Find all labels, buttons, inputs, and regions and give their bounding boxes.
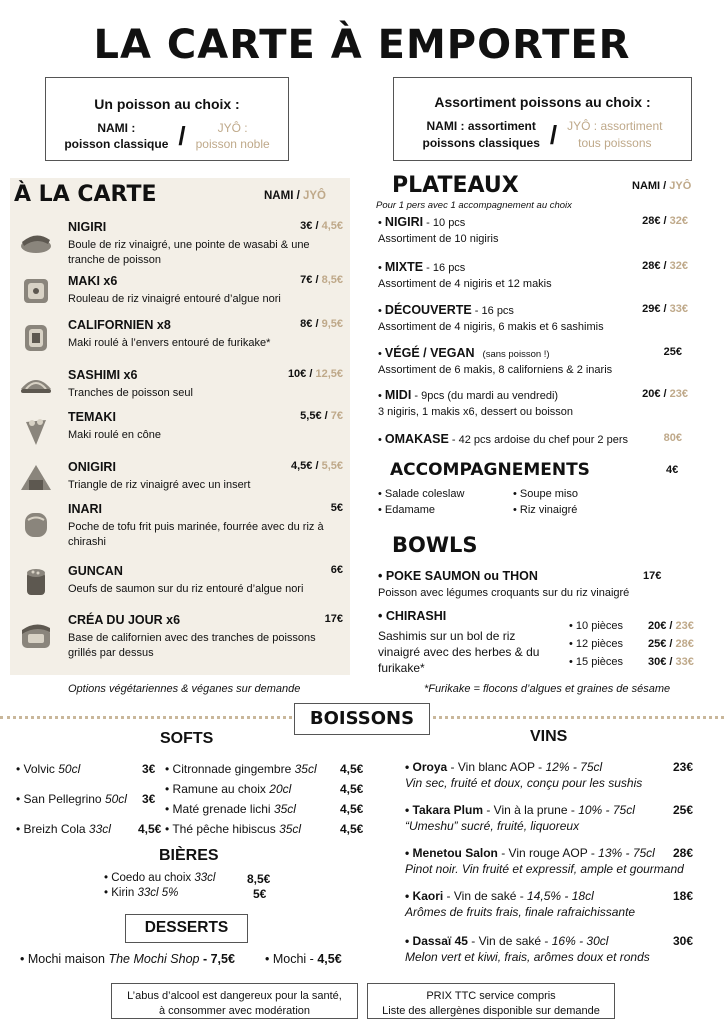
soft-item xyxy=(16,792,127,806)
nami-price: 30€ xyxy=(648,656,667,668)
nami-price: 25€ xyxy=(648,638,667,650)
carte-item-price: 5,5€ / 7€ xyxy=(300,410,343,422)
nami-price: 5,5€ xyxy=(300,410,322,422)
plateau-desc: Assortiment de 4 nigiris, 6 makis et 6 sashimis xyxy=(378,321,604,333)
nami-price: 20€ xyxy=(648,620,667,632)
drink-name: • Kirin xyxy=(104,887,135,899)
nami-price: 7€ xyxy=(300,274,313,286)
plateau-name: VÉGÉ / VEGAN xyxy=(384,346,475,360)
nami-price: 20€ xyxy=(642,388,661,400)
wine-price: 28€ xyxy=(672,846,693,860)
wine-title xyxy=(405,846,693,860)
plateau-title: • DÉCOUVERTE - 16 pcs xyxy=(378,303,514,317)
choice-box-title: Assortiment poissons au choix : xyxy=(434,94,651,110)
nami-price: 3€ xyxy=(300,220,313,232)
drink-name: • Citronnade gingembre xyxy=(165,762,292,776)
softs-heading: SOFTS xyxy=(160,730,214,747)
footer-price-notice xyxy=(367,983,615,1019)
accompagnement-item: • Riz vinaigré xyxy=(513,504,578,516)
chirashi-price: 25€ / 28€ xyxy=(648,638,694,650)
plateau-price: 28€ / 32€ xyxy=(642,215,688,227)
plateau-price xyxy=(664,346,682,358)
soft-item xyxy=(16,822,111,836)
jyo-label: JYÔ : assortiment xyxy=(567,119,663,133)
jyo-label: JYÔ : xyxy=(217,121,248,135)
footer-alcohol-notice xyxy=(111,983,358,1019)
drink-price: 5€ xyxy=(253,887,267,901)
carte-item-price xyxy=(331,564,343,576)
accompagnement-item: • Salade coleslaw xyxy=(378,488,465,500)
accompagnement-item: • Edamame xyxy=(378,504,436,516)
nami-price: 10€ xyxy=(287,368,307,380)
nami-price: 28€ xyxy=(642,215,661,227)
plateau-extra: - 16 pcs xyxy=(423,262,466,274)
nigiri-icon xyxy=(18,227,54,257)
plateau-extra: (sans poisson !) xyxy=(482,349,550,360)
carte-item-price: 3€ / 4,5€ xyxy=(300,220,343,232)
plateaux-price-legend: NAMI / JYÔ xyxy=(632,180,692,192)
plateau-price: 28€ / 32€ xyxy=(642,260,688,272)
drink-volume: 33cl xyxy=(88,822,111,836)
soft-item xyxy=(165,762,317,776)
wine-item xyxy=(405,934,693,964)
carte-item xyxy=(68,318,343,351)
choice-box-assortment xyxy=(393,77,692,161)
jyo-price: 12,5€ xyxy=(315,368,343,380)
beer-item xyxy=(104,887,178,899)
plateau-item xyxy=(378,432,688,446)
plateau-price: 20€ / 23€ xyxy=(642,388,688,400)
plateau-name: MIXTE xyxy=(384,260,424,274)
maki-icon xyxy=(18,276,54,306)
wine-type: - Vin à la prune - xyxy=(483,803,579,817)
carte-item-desc: Tranches de poisson seul xyxy=(68,387,193,399)
drink-volume: 33cl xyxy=(194,872,216,884)
jyo-legend: JYÔ xyxy=(669,180,692,192)
drink-volume: 50cl xyxy=(58,762,81,776)
chirashi-size: • 15 pièces xyxy=(569,656,623,668)
wine-info: 13% - 75cl xyxy=(598,846,655,860)
chirashi-desc: Sashimis sur un bol de riz vinaigré avec des herbes & du furikake* xyxy=(378,629,540,676)
jyo-desc: poisson noble xyxy=(195,137,270,152)
nami-label: NAMI : assortiment xyxy=(426,119,536,133)
drink-name: • Volvic xyxy=(16,762,55,776)
jyo-legend: JYÔ xyxy=(302,190,326,202)
sashimi-icon xyxy=(18,367,54,397)
drink-name: • San Pellegrino xyxy=(16,792,102,806)
carte-item-price: 10€ / 12,5€ xyxy=(287,368,343,380)
plateau-item xyxy=(378,388,688,418)
chirashi-size: • 10 pièces xyxy=(569,620,623,632)
wine-info: 16% - 30cl xyxy=(551,934,609,948)
carte-item xyxy=(68,274,343,307)
drink-price: 4,5€ xyxy=(340,802,364,816)
wine-type: - Vin blanc AOP - xyxy=(447,760,546,774)
desserts-heading: DESSERTS xyxy=(125,914,248,943)
carte-item-name: CRÉA DU JOUR x6 xyxy=(68,613,181,627)
jyo-price: 4,5€ xyxy=(321,220,343,232)
plateau-extra: - 9pcs (du mardi au vendredi) xyxy=(411,390,559,402)
carte-item-desc: Base de californien avec des tranches de poissons grillés par dessus xyxy=(68,632,316,659)
nami-price: 29€ xyxy=(642,303,661,315)
chirashi-name: • CHIRASHI xyxy=(378,609,447,623)
carte-item xyxy=(68,613,343,661)
beer-item xyxy=(104,872,215,884)
carte-item-name: NIGIRI xyxy=(68,220,107,234)
accompagnements-price: 4€ xyxy=(666,464,679,476)
wine-title xyxy=(405,934,693,948)
plateau-price: 29€ / 33€ xyxy=(642,303,688,315)
wine-name: • Menetou Salon xyxy=(405,846,498,860)
footer-line: Liste des allergènes disponible sur demande xyxy=(382,1005,600,1018)
plateau-desc: 3 nigiris, 1 makis x6, dessert ou boisson xyxy=(378,406,574,418)
temaki-icon xyxy=(18,416,54,446)
nami-desc: poisson classique xyxy=(64,137,169,152)
carte-item-name: CALIFORNIEN x8 xyxy=(68,318,171,332)
drink-price: 4,5€ xyxy=(340,822,364,836)
nami-label: NAMI : xyxy=(97,121,136,135)
plateau-desc: Assortiment de 4 nigiris et 12 makis xyxy=(378,278,552,290)
bieres-heading: BIÈRES xyxy=(159,847,219,864)
slash: / xyxy=(178,120,186,151)
onigiri-icon xyxy=(18,463,54,493)
plateau-extra: - 16 pcs xyxy=(471,305,514,317)
wine-info: 12% - 75cl xyxy=(545,760,603,774)
wine-desc: Arômes de fruits frais, finale rafraichissante xyxy=(405,905,636,919)
carte-item-price: 4,5€ / 5,5€ xyxy=(290,460,343,472)
boissons-heading: BOISSONS xyxy=(294,703,430,735)
accompagnement-item: • Soupe miso xyxy=(513,488,578,500)
carte-item xyxy=(68,564,343,597)
wine-item xyxy=(405,760,693,790)
slash: / xyxy=(549,119,558,150)
wine-item xyxy=(405,889,693,919)
plateau-title: • MIDI - 9pcs (du mardi au vendredi) xyxy=(378,388,559,402)
inari-icon xyxy=(18,510,54,540)
guncan-icon xyxy=(18,567,54,597)
wine-title xyxy=(405,889,693,903)
drink-volume: 20cl xyxy=(269,782,292,796)
nami-legend: NAMI xyxy=(264,190,294,202)
jyo-price: 32€ xyxy=(669,260,688,272)
jyo-price: 5,5€ xyxy=(321,460,343,472)
drink-name: • Ramune au choix xyxy=(165,782,266,796)
carte-item-name: SASHIMI x6 xyxy=(68,368,138,382)
chirashi-size: • 12 pièces xyxy=(569,638,623,650)
jyo-price: 32€ xyxy=(669,215,688,227)
wine-title xyxy=(405,803,693,817)
wine-price: 23€ xyxy=(672,760,693,774)
wine-info: 14,5% - 18cl xyxy=(527,889,594,903)
chirashi-price: 30€ / 33€ xyxy=(648,656,694,668)
jyo-price: 33€ xyxy=(675,656,694,668)
carte-item-desc: Rouleau de riz vinaigré entouré d’algue nori xyxy=(68,293,281,305)
dessert-price: - 7,5€ xyxy=(202,952,235,966)
carte-item-price: 7€ / 8,5€ xyxy=(300,274,343,286)
carte-item-desc: Boule de riz vinaigré, une pointe de wasabi & une tranche de poisson xyxy=(68,239,310,266)
page-title: LA CARTE À EMPORTER xyxy=(93,22,631,68)
poke-name: • POKE SAUMON ou THON xyxy=(378,569,538,583)
drink-price: 4,5€ xyxy=(340,782,364,796)
plateau-item xyxy=(378,215,688,245)
plateau-name: NIGIRI xyxy=(384,215,424,229)
nami-legend: NAMI xyxy=(632,180,661,192)
choice-box-title: Un poisson au choix : xyxy=(94,96,240,112)
plateau-desc: Assortiment de 6 makis, 8 californiens & 2 inaris xyxy=(378,364,613,376)
plateaux-heading: PLATEAUX xyxy=(392,173,519,198)
jyo-desc: tous poissons xyxy=(578,136,652,151)
drink-volume: 50cl xyxy=(104,792,127,806)
dessert-name: • Mochi maison xyxy=(20,952,105,966)
drink-name: • Breizh Cola xyxy=(16,822,86,836)
dessert-item xyxy=(265,952,342,966)
nami-price: 17€ xyxy=(324,613,343,625)
carte-item-desc: Maki roulé en cône xyxy=(68,429,161,441)
drink-price: 4,5€ xyxy=(340,762,364,776)
wine-name: • Dassaï 45 xyxy=(405,934,468,948)
carte-item-desc: Triangle de riz vinaigré avec un insert xyxy=(68,479,251,491)
plateau-item xyxy=(378,346,688,376)
accompagnements-heading: ACCOMPAGNEMENTS xyxy=(390,460,590,480)
carte-item-price: 8€ / 9,5€ xyxy=(300,318,343,330)
wine-desc: Vin sec, fruité et doux, conçu pour les sushis xyxy=(405,776,643,790)
soft-item xyxy=(165,782,291,796)
jyo-price: 80€ xyxy=(663,432,682,444)
carte-item-name: TEMAKI xyxy=(68,410,116,424)
soft-item xyxy=(165,822,301,836)
wine-name: • Oroya xyxy=(405,760,448,774)
wine-desc: Melon vert et kiwi, frais, arômes doux et ronds xyxy=(405,950,650,964)
carte-note: Options végétariennes & véganes sur demande xyxy=(68,683,301,695)
carte-item xyxy=(68,368,343,401)
plateau-title: • NIGIRI - 10 pcs xyxy=(378,215,466,229)
drink-volume: 35cl xyxy=(273,802,296,816)
nami-desc: poissons classiques xyxy=(422,136,540,151)
wine-info: 10% - 75cl xyxy=(578,803,635,817)
jyo-price: 9,5€ xyxy=(321,318,343,330)
nami-price: 8€ xyxy=(300,318,313,330)
poke-price: 17€ xyxy=(643,570,662,582)
carte-item-name: ONIGIRI xyxy=(68,460,116,474)
wine-name: • Kaori xyxy=(405,889,444,903)
plateau-title: • VÉGÉ / VEGAN (sans poisson !) xyxy=(378,346,550,360)
footer-line: PRIX TTC service compris xyxy=(426,990,556,1002)
jyo-price: 8,5€ xyxy=(321,274,343,286)
drink-price: 4,5€ xyxy=(138,822,162,836)
jyo-price: 23€ xyxy=(675,620,694,632)
furikake-note: *Furikake = flocons d’algues et graines de sésame xyxy=(424,683,671,695)
plateau-item xyxy=(378,303,688,333)
wine-item xyxy=(405,803,693,833)
wine-desc: Pinot noir. Vin fruité et expressif, ample et gourmand xyxy=(405,862,684,876)
jyo-price: 23€ xyxy=(669,388,688,400)
plateau-extra: - 10 pcs xyxy=(423,217,466,229)
plateau-extra: - 42 pcs ardoise du chef pour 2 pers xyxy=(448,434,628,446)
carte-item-price xyxy=(331,502,343,514)
drink-volume: 33cl 5% xyxy=(137,887,179,899)
soft-item xyxy=(165,802,296,816)
choice-box-single xyxy=(45,77,289,161)
dessert-brand: The Mochi Shop xyxy=(108,952,200,966)
carte-heading: À LA CARTE xyxy=(14,182,157,207)
nami-price: 5€ xyxy=(330,502,343,514)
vins-heading: VINS xyxy=(530,728,568,745)
plateau-price xyxy=(664,432,682,444)
plateau-name: DÉCOUVERTE xyxy=(384,303,472,317)
drink-volume: 35cl xyxy=(294,762,317,776)
wine-price: 30€ xyxy=(672,934,693,948)
carte-item-price xyxy=(325,613,343,625)
chirashi-price: 20€ / 23€ xyxy=(648,620,694,632)
jyo-price: 7€ xyxy=(330,410,343,422)
drink-volume: 35cl xyxy=(279,822,302,836)
drink-price: 8,5€ xyxy=(247,872,271,886)
californien-icon xyxy=(18,323,54,353)
drink-price: 3€ xyxy=(142,792,156,806)
carte-item xyxy=(68,502,343,550)
bowls-heading: BOWLS xyxy=(392,533,478,557)
plateau-title: • OMAKASE - 42 pcs ardoise du chef pour 2 pers xyxy=(378,432,628,446)
wine-type: - Vin de saké - xyxy=(467,934,552,948)
drink-price: 3€ xyxy=(142,762,156,776)
wine-name: • Takara Plum xyxy=(405,803,484,817)
jyo-price: 28€ xyxy=(675,638,694,650)
dessert-price: 4,5€ xyxy=(317,952,342,966)
plateau-title: • MIXTE - 16 pcs xyxy=(378,260,466,274)
carte-item-name: INARI xyxy=(68,502,103,516)
plateau-item xyxy=(378,260,688,290)
plateaux-subtitle: Pour 1 pers avec 1 accompagnement au choix xyxy=(376,200,572,211)
wine-title xyxy=(405,760,693,774)
drink-name: • Thé pêche hibiscus xyxy=(165,822,276,836)
carte-item-desc: Maki roulé à l’envers entouré de furikake* xyxy=(68,337,271,349)
dessert-item xyxy=(20,952,235,966)
nami-price: 4,5€ xyxy=(290,460,313,472)
carte-item-name: MAKI x6 xyxy=(68,274,118,288)
carte-item-name: GUNCAN xyxy=(68,564,123,578)
carte-item xyxy=(68,460,343,493)
carte-item-desc: Poche de tofu frit puis marinée, fourrée avec du riz à chirashi xyxy=(68,521,324,548)
nami-price: 28€ xyxy=(642,260,661,272)
drink-name: • Maté grenade lichi xyxy=(165,802,271,816)
nami-price: 6€ xyxy=(330,564,343,576)
footer-line: L’abus d’alcool est dangereux pour la santé, xyxy=(127,990,342,1002)
plateau-name: MIDI xyxy=(384,388,412,402)
carte-price-legend: NAMI / JYÔ xyxy=(264,190,326,202)
poke-desc: Poisson avec légumes croquants sur du riz vinaigré xyxy=(378,587,630,599)
plateau-name: OMAKASE xyxy=(384,432,449,446)
wine-price: 18€ xyxy=(672,889,693,903)
plateau-desc: Assortiment de 10 nigiris xyxy=(378,233,499,245)
wine-item xyxy=(405,846,693,876)
wine-price: 25€ xyxy=(672,803,693,817)
wine-desc: “Umeshu” sucré, fruité, liquoreux xyxy=(405,819,580,833)
wine-type: - Vin de saké - xyxy=(443,889,528,903)
footer-line: à consommer avec modération xyxy=(158,1005,310,1018)
drink-name: • Coedo au choix xyxy=(104,872,192,884)
carte-item xyxy=(68,410,343,443)
dessert-name: • Mochi - xyxy=(265,952,314,966)
wine-type: - Vin rouge AOP - xyxy=(497,846,599,860)
soft-item xyxy=(16,762,80,776)
crea-icon xyxy=(18,620,54,650)
carte-item-desc: Oeufs de saumon sur du riz entouré d’algue nori xyxy=(68,583,304,595)
jyo-price: 33€ xyxy=(669,303,688,315)
carte-item xyxy=(68,220,343,268)
nami-price: 25€ xyxy=(663,346,682,358)
